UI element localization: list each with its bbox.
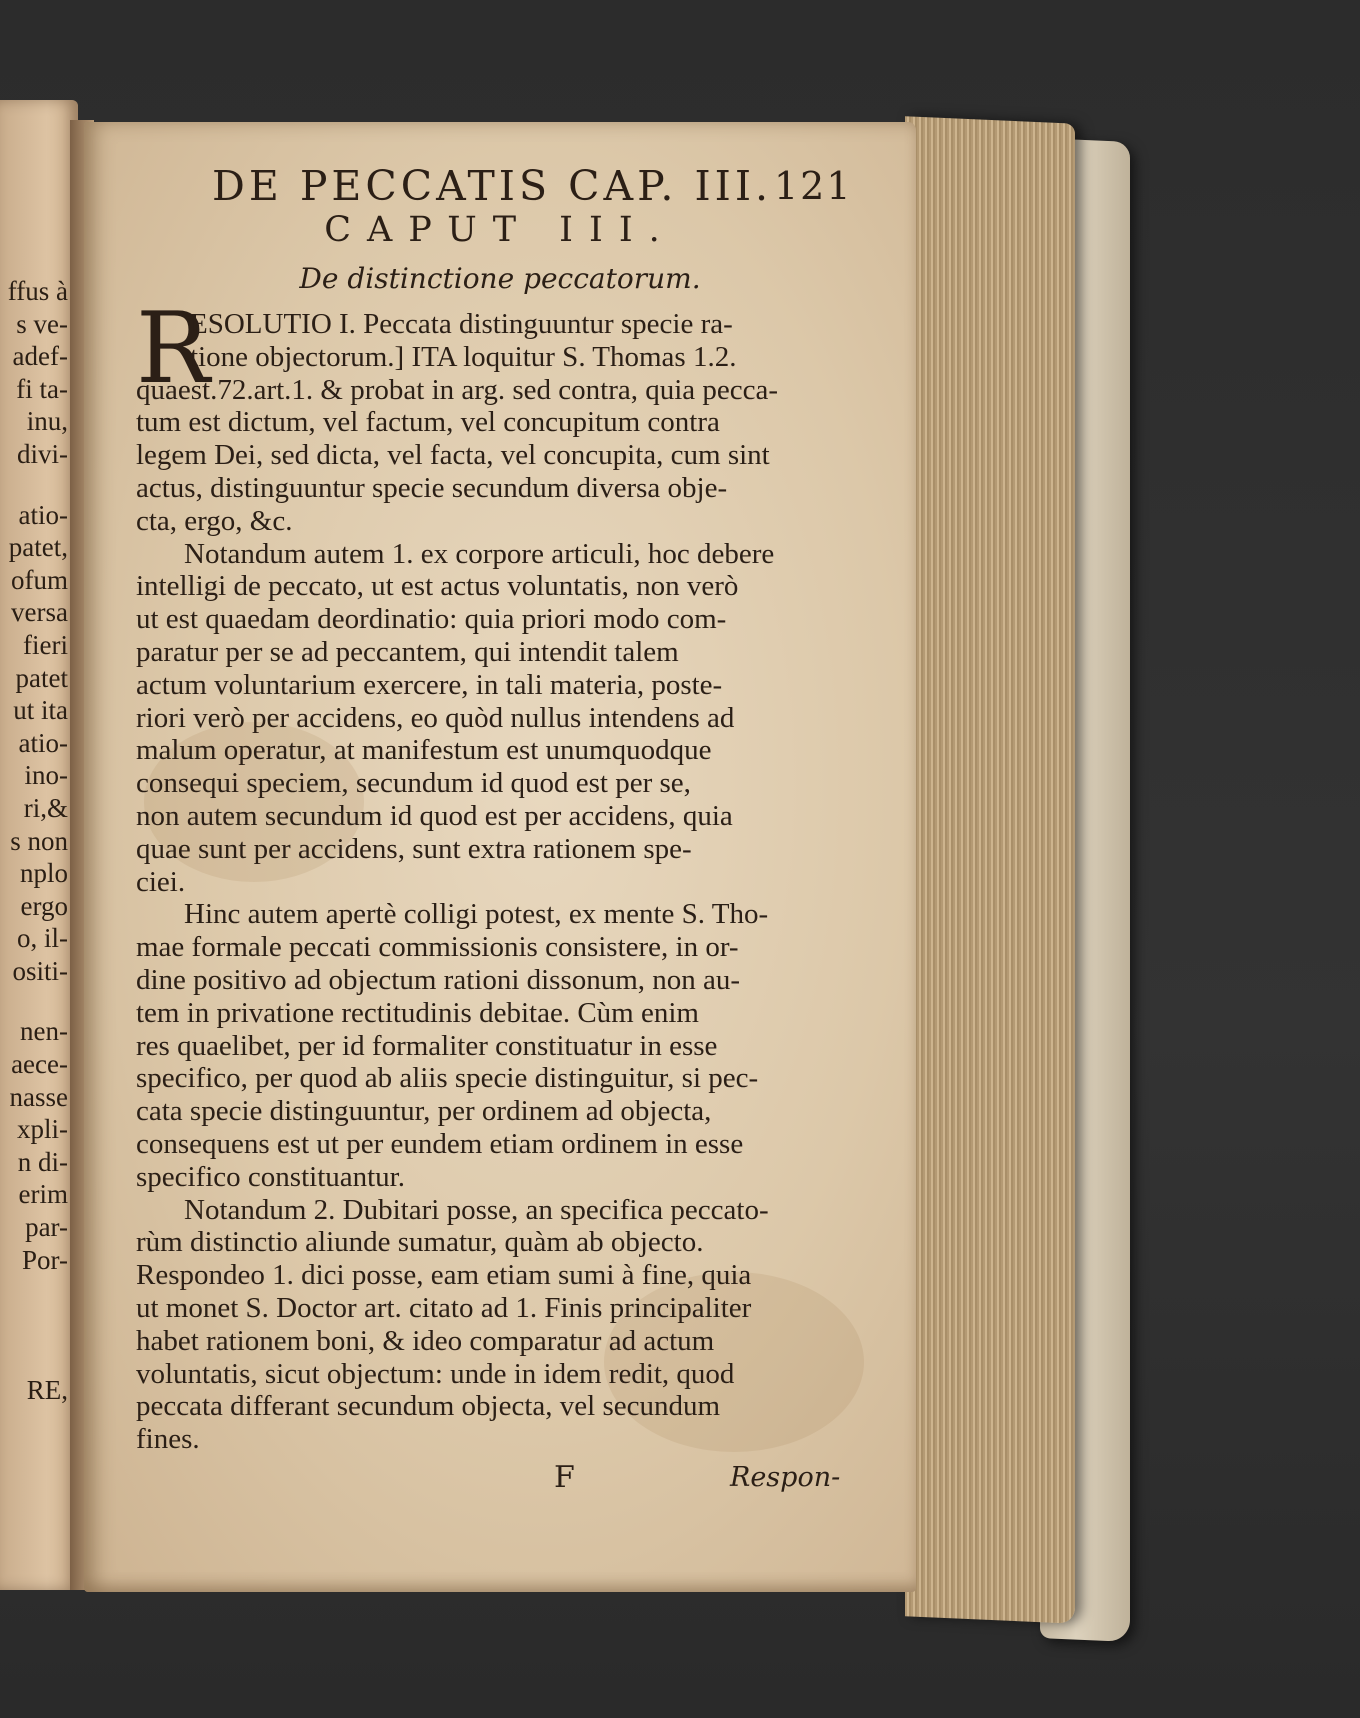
text-line: riori verò per accidens, eo quòd nullus intendens ad [136,701,735,734]
fragment-line: fi ta- [16,373,68,404]
previous-page-text [0,275,70,1407]
fragment-line: patet [15,662,68,693]
text-line: actum voluntarium exercere, in tali materia, poste- [136,668,723,701]
text-line: fines. [136,1423,200,1456]
fragment-line: ofum [11,564,68,595]
text-line: ut monet S. Doctor art. citato ad 1. Finis principaliter [136,1291,752,1324]
fragment-line: nasse [9,1081,68,1112]
previous-page-fragment [0,100,78,1590]
text-line: tem in privatione rectitudinis debitae. Cùm enim [136,996,699,1029]
fragment-line: divi- [17,438,68,469]
fragment-line: adef- [12,341,68,372]
fragment-line: s non [10,825,68,856]
text-line: dine positivo ad objectum rationi dissonum, non au- [136,963,741,996]
fragment-line [0,1276,70,1309]
fragment-line: s ve- [16,308,68,339]
text-line: ESOLUTIO I. Peccata distinguuntur specie ra- [190,308,733,340]
fragment-line: RE, [26,1375,68,1405]
text-line: habet rationem boni, & ideo comparatur ad actum [136,1324,715,1357]
fragment-line: aece- [11,1049,68,1080]
text-line: specifico constituantur. [136,1160,405,1193]
text-line: specifico, per quod ab aliis specie distinguitur, si pec- [136,1062,759,1095]
body-text [136,308,908,1456]
text-line: tione objectorum.] ITA loquitur S. Thomas 1.2. [190,340,737,373]
text-line: intelligi de peccato, ut est actus voluntatis, non verò [136,570,739,603]
text-line: non autem secundum id quod est per accidens, quia [136,799,733,832]
fragment-line: versa [11,597,68,628]
catchword: Respon- [730,1462,841,1493]
fragment-line: patet, [8,532,68,563]
text-line: ciei. [136,865,186,898]
text-line: malum operatur, at manifestum est unumquodque [136,734,712,767]
fragment-line: ergo [20,890,68,921]
text-line: consequens est ut per eundem etiam ordinem in esse [136,1127,744,1160]
fragment-line [0,987,70,1015]
fragment-line: n di- [17,1146,68,1177]
text-line: legem Dei, sed dicta, vel facta, vel concupita, cum sint [136,439,770,472]
fragment-line: atio- [18,727,68,758]
chapter-subtitle: De distinctione peccatorum. [299,262,701,295]
drop-cap: R [136,292,210,406]
text-line: voluntatis, sicut objectum: unde in idem redit, quod [136,1357,735,1390]
fragment-line: Por- [22,1244,68,1275]
text-line: cta, ergo, &c. [136,504,293,537]
fragment-line: par- [25,1212,68,1243]
text-line: ut est quaedam deordinatio: quia priori modo com- [136,603,727,636]
chapter-title: CAPUT III. [324,210,676,250]
text-line: tum est dictum, vel factum, vel concupitum contra [136,406,720,439]
text-line: quaest.72.art.1. & probat in arg. sed contra, quia pecca- [136,373,779,406]
text-line: Hinc autem apertè colligi potest, ex mente S. Tho- [184,898,769,931]
text-line: Respondeo 1. dici posse, eam etiam sumi à fine, quia [136,1259,752,1292]
fragment-line: xpli- [17,1114,68,1145]
fragment-line: ri,& [23,792,68,823]
text-line: peccata differant secundum objecta, vel secundum [136,1390,721,1423]
text-line: quae sunt per accidens, sunt extra rationem spe- [136,832,692,865]
fragment-line: o, il- [17,923,68,954]
text-line: Notandum autem 1. ex corpore articuli, hoc debere [184,537,775,570]
text-line: paratur per se ad peccantem, qui intendit talem [136,635,679,668]
text-line: rùm distinctio aliunde sumatur, quàm ab objecto. [136,1226,704,1259]
fragment-line: ut ita [13,695,68,726]
fragment-line [0,1341,70,1374]
text-line: consequi speciem, secundum id quod est per se, [136,767,691,800]
fragment-line: ositi- [12,955,68,986]
fragment-line: nen- [20,1016,68,1047]
text-line: Notandum 2. Dubitari posse, an specifica peccato- [184,1193,769,1226]
text-line: mae formale peccati commissionis consistere, in or- [136,931,739,964]
fragment-line [0,1309,70,1342]
text-line: actus, distinguuntur specie secundum diversa obje- [136,471,728,504]
text-line: res quaelibet, per id formaliter constituatur in esse [136,1029,718,1062]
fragment-line: erim [18,1179,68,1210]
signature-mark: F [554,1460,575,1495]
fragment-line [0,471,70,499]
running-head: DE PECCATIS CAP. III. [212,162,773,210]
page-number: 121 [774,164,853,208]
fragment-line: inu, [26,406,68,437]
fragment-line: ffus à [7,276,68,306]
fragment-line: nplo [19,858,68,889]
book-page [84,122,916,1592]
fragment-line: atio- [18,499,68,530]
text-line: cata specie distinguuntur, per ordinem ad objecta, [136,1095,712,1128]
page-edges [905,116,1075,1623]
fragment-line: ino- [24,760,68,791]
fragment-line: fieri [23,629,68,660]
